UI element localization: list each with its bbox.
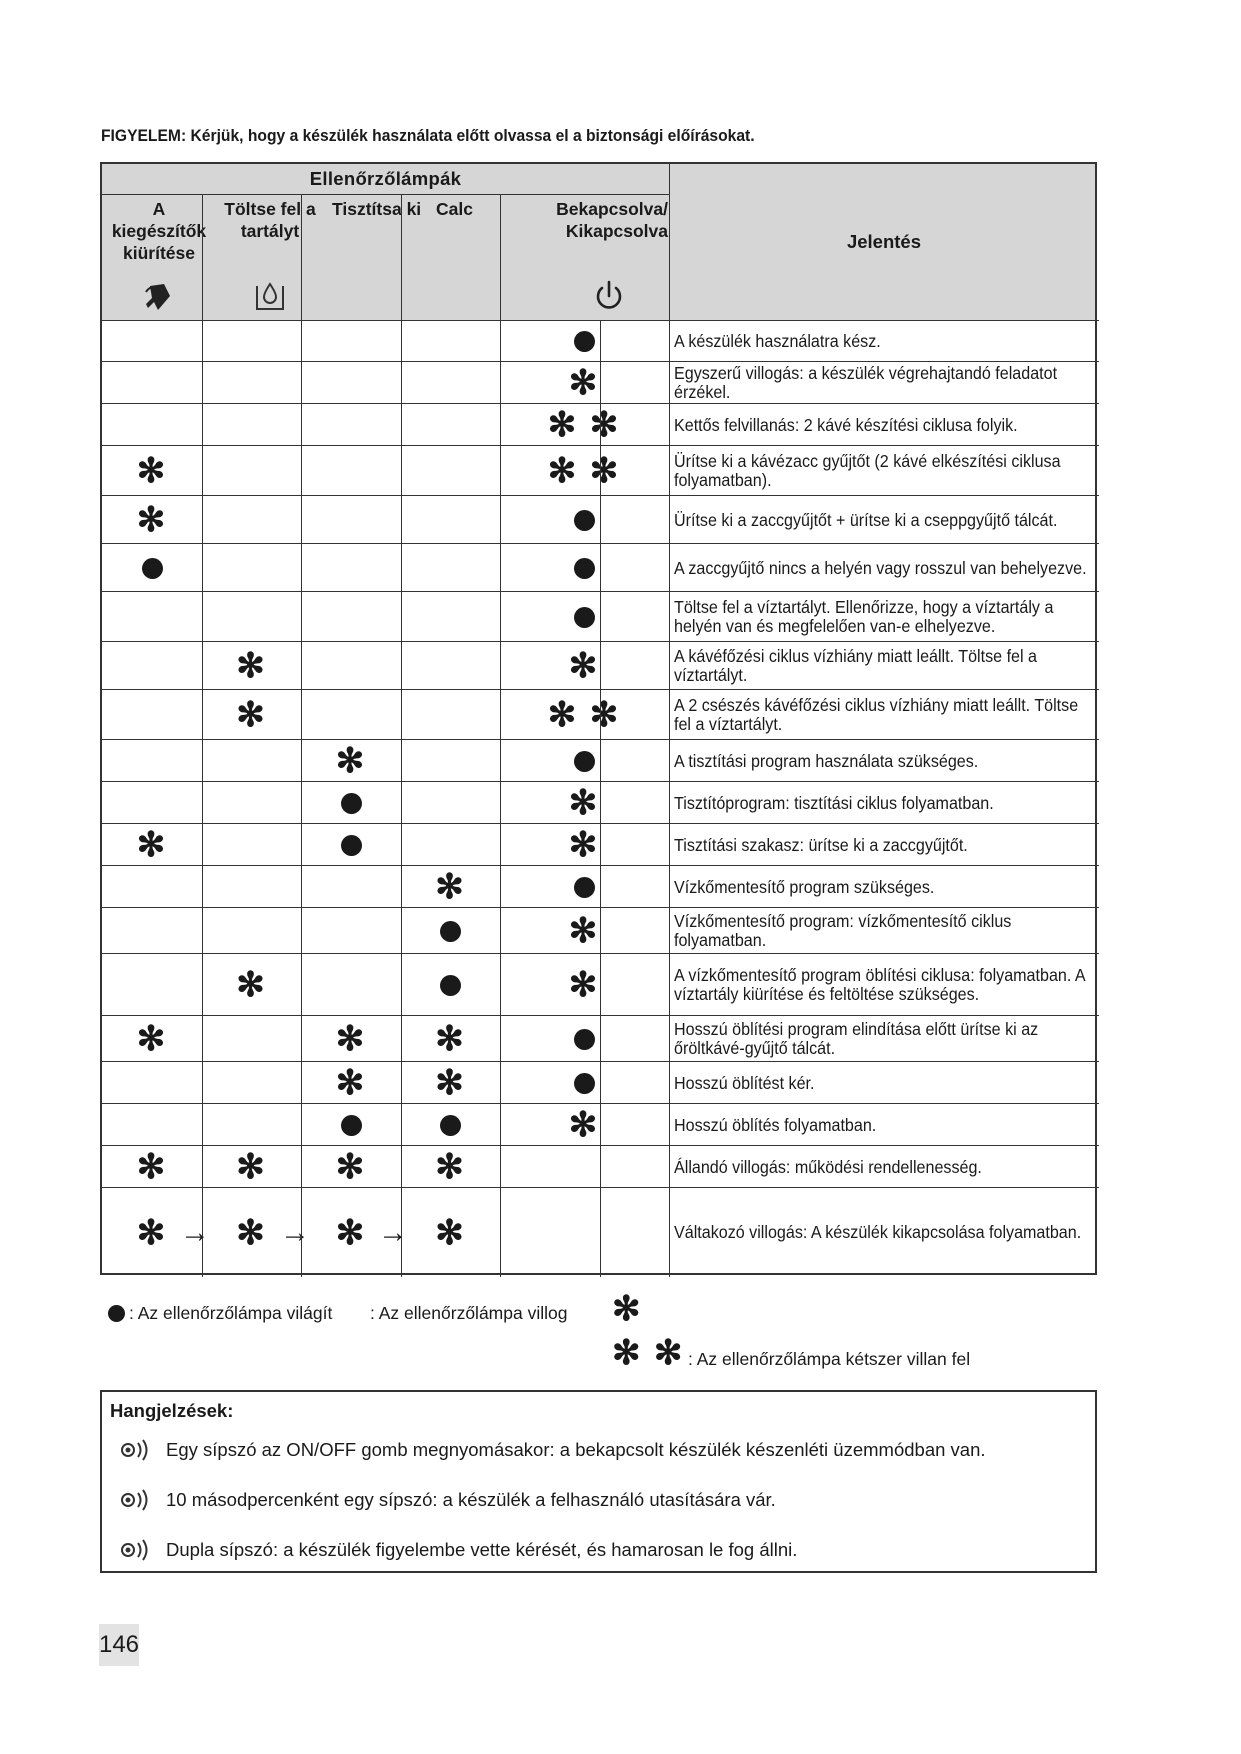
lamp-cell (502, 320, 666, 362)
col-fill-label: Töltse fel a tartályt (224, 199, 316, 241)
lamp-blink-icon: ✻ (136, 1213, 168, 1252)
lamp-blink-icon: ✻ (236, 966, 267, 1004)
lamp-cell (301, 1062, 401, 1104)
lamp-blink-icon: ✻ (236, 1213, 267, 1252)
legend-double (688, 1349, 970, 1370)
lamp-cell (202, 690, 301, 740)
legend-double-text: : Az ellenőrzőlámpa kétszer villan fel (688, 1349, 971, 1369)
power-icon (592, 278, 626, 314)
lamp-blink-icon: ✻ (568, 1106, 600, 1144)
table-row (102, 446, 1095, 496)
speaker-icon (118, 1488, 156, 1512)
lamp-cell (102, 446, 202, 496)
table-row (102, 1016, 1095, 1062)
table-row (102, 320, 1095, 362)
lamp-blink-icon: ✻ (335, 1020, 367, 1058)
lamp-cell (102, 1146, 202, 1188)
row-meaning: A zaccgyűjtő nincs a helyén vagy rosszul van behelyezve. (674, 557, 1087, 578)
table-row (102, 782, 1095, 824)
table-row (102, 1146, 1095, 1188)
lamp-cell (502, 824, 666, 866)
lamp-cell (202, 642, 301, 690)
row-meaning: Egyszerű villogás: a készülék végrehajtandó feladatot érzékel. (674, 363, 1058, 402)
accessory-empty-icon (140, 280, 176, 314)
lamp-cell (401, 866, 500, 908)
lamp-blink-icon: ✻ (568, 784, 600, 822)
lamp-blink-icon: ✻ (335, 1064, 367, 1102)
lamp-blink-icon: ✻ (136, 1148, 168, 1186)
sounds-title: Hangjelzések: (110, 1400, 234, 1421)
lamp-blink-icon: ✻ (136, 826, 168, 864)
lamp-cell (502, 1016, 666, 1062)
lamp-on-icon (142, 558, 163, 579)
lamp-blink-icon: ✻ (335, 742, 367, 780)
row-meaning: A 2 csészés kávéfőzési ciklus vízhiány miatt leállt. Töltse fel a víztartályt. (674, 695, 1079, 734)
row-meaning: A kávéfőzési ciklus vízhiány miatt leállt. Töltse fel a víztartályt. (674, 646, 1038, 685)
lamp-cell (502, 908, 666, 954)
row-meaning: Tisztítási szakasz: ürítse ki a zaccgyűjtőt. (674, 834, 968, 855)
table-row (102, 908, 1095, 954)
legend-blink-text: : Az ellenőrzőlámpa villog (370, 1303, 568, 1323)
lamp-cell (502, 866, 666, 908)
lamp-double-blink-icon: ✻ ✻ (547, 406, 621, 444)
lamp-cell (502, 954, 666, 1016)
lamp-cell (301, 1016, 401, 1062)
table-row (102, 1062, 1095, 1104)
table-row (102, 1104, 1095, 1146)
col-power-label: Bekapcsolva/ Kikapcsolva (556, 199, 668, 241)
lamp-cell (301, 824, 401, 866)
lamp-cell (502, 544, 666, 592)
speaker-icon (118, 1538, 156, 1562)
sequence-arrow-icon: → (180, 1215, 210, 1249)
table-row (102, 404, 1095, 446)
table-row (102, 690, 1095, 740)
row-meaning: Hosszú öblítési program elindítása előtt ürítse ki az őröltkávé-gyűjtő tálcát. (674, 1019, 1039, 1058)
legend-on-text: : Az ellenőrzőlámpa világít (129, 1303, 333, 1323)
row-meaning: Tisztítóprogram: tisztítási ciklus folyamatban. (674, 792, 994, 813)
lamp-on-icon (341, 793, 362, 814)
lamp-cell (202, 954, 301, 1016)
lamp-cell (301, 1146, 401, 1188)
legend-on (108, 1303, 332, 1324)
lamp-cell (401, 1104, 500, 1146)
lamp-cell (502, 740, 666, 782)
table-row (102, 362, 1095, 404)
lamp-blink-icon: ✻ (236, 647, 267, 685)
row-meaning: Hosszú öblítést kér. (674, 1072, 815, 1093)
speaker-icon (118, 1438, 156, 1462)
lamp-blink-icon: ✻ (568, 364, 600, 402)
row-meaning: Vízkőmentesítő program: vízkőmentesítő ciklus folyamatban. (674, 911, 1012, 950)
lamp-blink-icon: ✻ (236, 1148, 267, 1186)
sound-signals-box (100, 1390, 1097, 1573)
lamp-cell (502, 404, 666, 446)
table-row (102, 866, 1095, 908)
table-row (102, 1188, 1095, 1277)
warning-text: FIGYELEM: Kérjük, hogy a készülék használata előtt olvassa el a biztonsági előírásokat. (101, 126, 755, 145)
row-meaning: Hosszú öblítés folyamatban. (674, 1114, 877, 1135)
lamp-blink-icon: ✻ (435, 1148, 466, 1186)
lamp-on-icon (341, 1115, 362, 1136)
lamp-on-icon (108, 1305, 125, 1322)
lamp-blink-icon: ✻ (568, 826, 600, 864)
lamp-on-icon (440, 975, 461, 996)
col-clean-label: Tisztítsa ki (332, 199, 422, 219)
lamp-cell (502, 592, 666, 642)
lamp-cell (502, 782, 666, 824)
col-empty-label: A kiegészítők kiürítése (111, 199, 207, 263)
water-tank-icon (254, 278, 286, 314)
row-meaning: Ürítse ki a zaccgyűjtőt + ürítse ki a cseppgyűjtő tálcát. (674, 509, 1058, 530)
lamp-cell (301, 1104, 401, 1146)
lamp-cell (301, 782, 401, 824)
lamp-double-blink-icon: ✻ ✻ (547, 696, 621, 734)
lamp-on-icon (574, 331, 595, 352)
lamp-double-blink-icon: ✻ ✻ (612, 1334, 685, 1372)
lamp-blink-icon: ✻ (568, 966, 600, 1004)
lamp-double-blink-icon: ✻ ✻ (547, 452, 621, 490)
lamp-cell (102, 824, 202, 866)
legend-blink (370, 1303, 567, 1324)
row-meaning: Állandó villogás: működési rendellenesség. (674, 1156, 982, 1177)
lamp-blink-icon: ✻ (435, 1064, 466, 1102)
row-meaning: A készülék használatra kész. (674, 330, 881, 351)
table-row (102, 496, 1095, 544)
header-title: Ellenőrzőlámpák (309, 168, 462, 189)
lamp-blink-icon: ✻ (435, 1213, 466, 1252)
row-meaning: Ürítse ki a kávézacc gyűjtőt (2 kávé elkészítési ciklusa folyamatban). (674, 451, 1061, 490)
lamp-on-icon (574, 1073, 595, 1094)
lamp-blink-icon: ✻ (568, 912, 600, 950)
page-number: 146 (99, 1624, 139, 1666)
sequence-arrow-icon: → (378, 1215, 408, 1249)
table-row (102, 824, 1095, 866)
lamp-cell (401, 1062, 500, 1104)
lamp-blink-icon: ✻ (435, 1020, 466, 1058)
row-meaning: Kettős felvillanás: 2 kávé készítési ciklusa folyik. (674, 414, 1018, 435)
meaning-header: Jelentés (846, 231, 922, 252)
lamp-on-icon (440, 921, 461, 942)
lamp-cell (301, 740, 401, 782)
row-meaning: Vízkőmentesítő program szükséges. (674, 876, 935, 897)
row-meaning: A vízkőmentesítő program öblítési ciklusa: folyamatban. A víztartály kiürítése és feltöltése szükséges. (674, 965, 1085, 1004)
lamp-on-icon (574, 510, 595, 531)
sound-item (118, 1488, 776, 1512)
sound-item-text: Dupla sípszó: a készülék figyelembe vette kérését, és hamarosan le fog állni. (166, 1539, 798, 1560)
sequence-arrow-icon: → (280, 1215, 310, 1249)
lamp-cell (102, 1016, 202, 1062)
lamp-cell (401, 1146, 500, 1188)
lamp-cell (401, 954, 500, 1016)
lamp-cell (502, 446, 666, 496)
lamp-cell (401, 1188, 500, 1277)
row-meaning: Váltakozó villogás: A készülék kikapcsolása folyamatban. (674, 1222, 1082, 1242)
lamp-blink-icon: ✻ (236, 696, 267, 734)
lamp-cell (502, 496, 666, 544)
lamp-blink-icon: ✻ (435, 868, 466, 906)
lamp-on-icon (574, 607, 595, 628)
lamp-on-icon (341, 835, 362, 856)
sound-item-text: Egy sípszó az ON/OFF gomb megnyomásakor: a bekapcsolt készülék készenléti üzemmódban van. (166, 1439, 986, 1460)
row-meaning: Töltse fel a víztartályt. Ellenőrizze, hogy a víztartály a helyén van és megfelelően van-e elhelyezve. (674, 597, 1054, 636)
lamp-cell (202, 1146, 301, 1188)
table-row (102, 740, 1095, 782)
lamp-cell (401, 1016, 500, 1062)
col-calc-label: Calc (436, 199, 473, 219)
lamp-cell (502, 1062, 666, 1104)
lamp-cell (102, 544, 202, 592)
row-meaning: A tisztítási program használata szükséges. (674, 750, 979, 771)
table-row (102, 592, 1095, 642)
lamp-blink-icon: ✻ (136, 501, 168, 539)
lamp-cell (502, 362, 666, 404)
indicator-table (100, 162, 1097, 1275)
lamp-on-icon (574, 877, 595, 898)
lamp-blink-icon: ✻ (136, 452, 168, 490)
lamp-blink-icon: ✻ (335, 1213, 367, 1252)
lamp-blink-icon: ✻ (136, 1020, 168, 1058)
lamp-on-icon (574, 558, 595, 579)
table-row (102, 642, 1095, 690)
sound-item (118, 1438, 986, 1462)
lamp-blink-icon: ✻ (568, 647, 600, 685)
lamp-blink-icon: ✻ (612, 1290, 643, 1328)
lamp-on-icon (574, 1029, 595, 1050)
lamp-cell (102, 496, 202, 544)
lamp-cell (502, 1104, 666, 1146)
sound-item-text: 10 másodpercenként egy sípszó: a készülék a felhasználó utasítására vár. (166, 1489, 776, 1510)
table-row (102, 544, 1095, 592)
lamp-blink-icon: ✻ (335, 1148, 367, 1186)
sound-item (118, 1538, 797, 1562)
lamp-on-icon (574, 751, 595, 772)
lamp-cell (502, 642, 666, 690)
lamp-cell (401, 908, 500, 954)
table-row (102, 954, 1095, 1016)
lamp-on-icon (440, 1115, 461, 1136)
lamp-cell (502, 690, 666, 740)
